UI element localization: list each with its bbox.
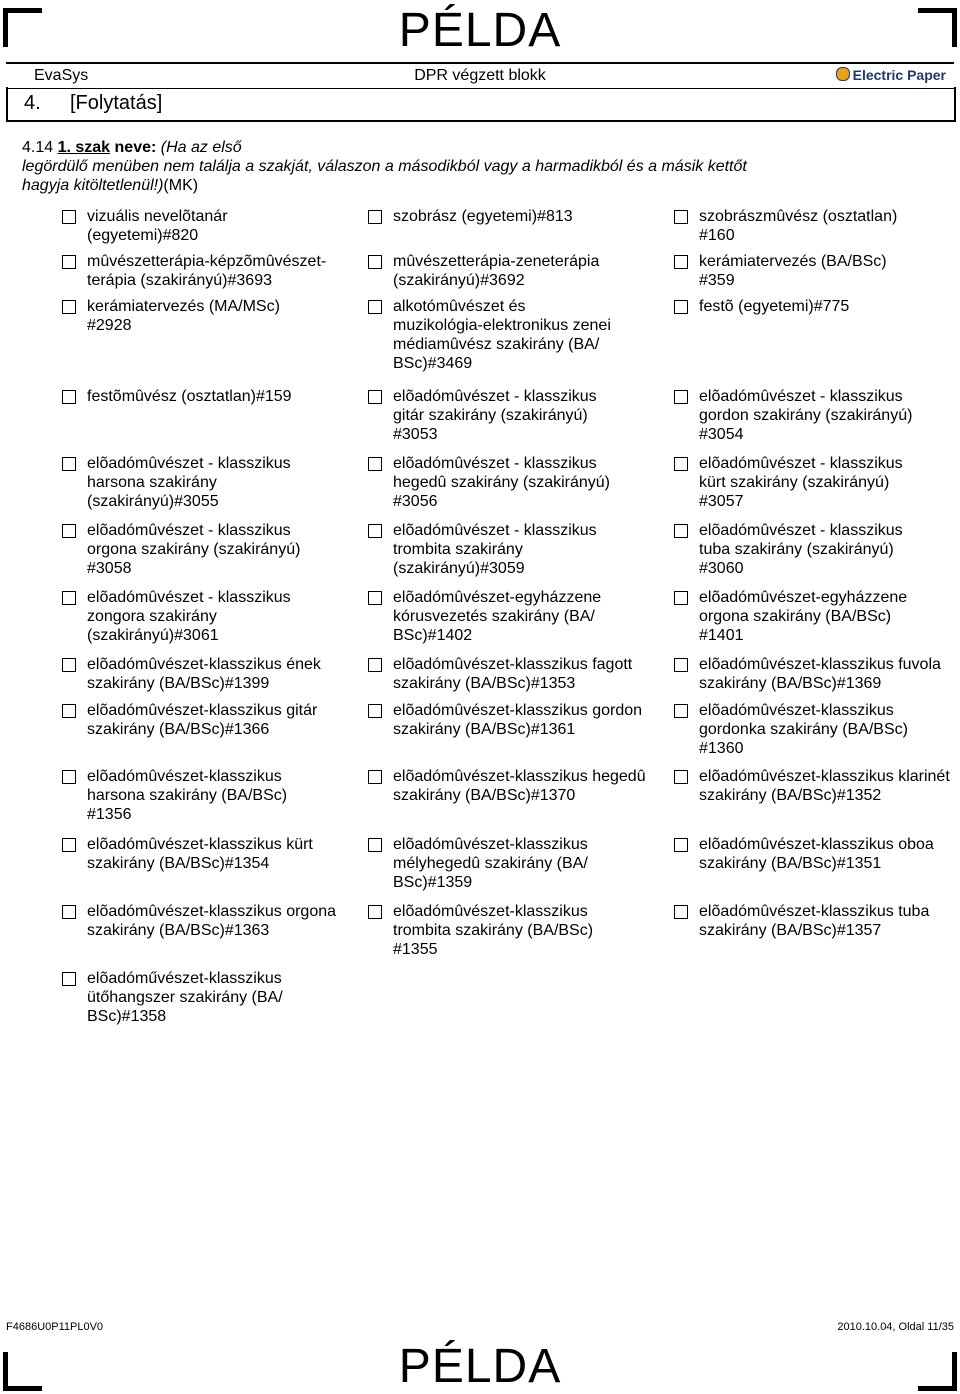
- option-label: [699, 252, 959, 290]
- option-checkbox[interactable]: [674, 838, 688, 852]
- option-checkbox[interactable]: [62, 838, 76, 852]
- brand-logo: [836, 67, 946, 83]
- option-label-line: BSc)#1358: [87, 1008, 167, 1025]
- option-label-line: (szakirányú)#3055: [87, 493, 219, 510]
- option-label-line: médiamûvész szakirány (BA/: [393, 336, 600, 353]
- option-checkbox[interactable]: [368, 524, 382, 538]
- option-label-line: #1360: [699, 740, 744, 757]
- option-checkbox[interactable]: [674, 390, 688, 404]
- option-label-line: elõadómûvészet-egyházzene: [699, 589, 908, 606]
- option-label-line: elõadómûvészet-klasszikus: [699, 702, 894, 719]
- option-label-line: kürt szakirány (szakirányú): [699, 474, 890, 491]
- option-item: [674, 521, 959, 578]
- option-label-line: #359: [699, 272, 735, 289]
- option-label-line: elõadómûvészet - klasszikus: [87, 522, 291, 539]
- option-label-line: elõadómûvészet-klasszikus oboa: [699, 836, 934, 853]
- option-label-line: #3053: [393, 426, 438, 443]
- option-label-line: mélyhegedû szakirány (BA/: [393, 855, 588, 872]
- option-item: [368, 454, 653, 511]
- option-checkbox[interactable]: [674, 255, 688, 269]
- app-name: EvaSys: [34, 67, 89, 84]
- option-label: [87, 655, 347, 693]
- option-label-line: elõadómûvészet-klasszikus: [393, 903, 588, 920]
- option-item: [368, 297, 653, 373]
- option-label-line: orgona szakirány (szakirányú): [87, 541, 301, 558]
- option-item: [62, 387, 347, 406]
- option-label: [87, 297, 347, 335]
- option-checkbox[interactable]: [674, 704, 688, 718]
- option-label-line: orgona szakirány (BA/BSc): [699, 608, 892, 625]
- option-label: [87, 588, 347, 645]
- option-item: [368, 387, 653, 444]
- option-item: [368, 207, 653, 226]
- option-checkbox[interactable]: [368, 255, 382, 269]
- option-checkbox[interactable]: [368, 658, 382, 672]
- option-checkbox[interactable]: [62, 255, 76, 269]
- option-item: [62, 588, 347, 645]
- option-label-line: szobrászmûvész (osztatlan): [699, 208, 898, 225]
- option-label-line: elõadómûvészet-klasszikus: [393, 836, 588, 853]
- date-page: 2010.10.04, Oldal 11/35: [837, 1321, 954, 1333]
- option-label: [393, 252, 653, 290]
- option-checkbox[interactable]: [62, 300, 76, 314]
- option-label-line: gitár szakirány (szakirányú): [393, 407, 588, 424]
- option-checkbox[interactable]: [674, 300, 688, 314]
- option-label-line: #1356: [87, 806, 132, 823]
- block-title: DPR végzett blokk: [414, 67, 546, 84]
- option-label-line: elõadómûvészet - klasszikus: [393, 388, 597, 405]
- option-label: [699, 902, 959, 940]
- option-label: [699, 521, 959, 578]
- option-label-line: elõadómûvészet-klasszikus fagott: [393, 656, 633, 673]
- option-label-line: szakirány (BA/BSc)#1399: [87, 675, 270, 692]
- option-item: [674, 588, 959, 645]
- option-label-line: #1355: [393, 941, 438, 958]
- option-label-line: BSc)#1402: [393, 627, 473, 644]
- option-checkbox[interactable]: [368, 838, 382, 852]
- option-label-line: szakirány (BA/BSc)#1354: [87, 855, 270, 872]
- option-label-line: szakirány (BA/BSc)#1352: [699, 787, 882, 804]
- question-number: 4.14: [22, 139, 54, 156]
- option-label-line: elõadómûvészet-klasszikus: [87, 768, 282, 785]
- option-item: [62, 655, 347, 693]
- option-item: [674, 902, 959, 940]
- option-label-line: elõadómûvészet-klasszikus gordon: [393, 702, 643, 719]
- question-text: [22, 138, 942, 195]
- option-label-line: (egyetemi)#820: [87, 227, 199, 244]
- option-label-line: harsona szakirány: [87, 474, 217, 491]
- option-checkbox[interactable]: [674, 591, 688, 605]
- section-header: [6, 87, 956, 122]
- option-label: [393, 207, 653, 226]
- option-label-line: elõadóművészet-klasszikus: [87, 970, 282, 987]
- option-label-line: elõadómûvészet - klasszikus: [699, 388, 903, 405]
- option-label: [393, 701, 653, 739]
- option-label: [87, 387, 347, 406]
- option-checkbox[interactable]: [62, 591, 76, 605]
- option-item: [674, 655, 959, 693]
- option-item: [674, 252, 959, 290]
- option-label-line: terápia (szakirányú)#3693: [87, 272, 272, 289]
- option-checkbox[interactable]: [674, 524, 688, 538]
- option-label-line: BSc)#3469: [393, 355, 473, 372]
- header-bar: [6, 62, 954, 89]
- option-label: [393, 521, 653, 578]
- option-label-line: vizuális nevelõtanár: [87, 208, 228, 225]
- option-label-line: hegedû szakirány (szakirányú): [393, 474, 610, 491]
- option-item: [62, 835, 347, 873]
- option-checkbox[interactable]: [62, 658, 76, 672]
- option-label-line: #3056: [393, 493, 438, 510]
- option-label: [699, 588, 959, 645]
- option-item: [674, 207, 959, 245]
- option-checkbox[interactable]: [62, 457, 76, 471]
- option-label-line: elõadómûvészet-klasszikus fuvola: [699, 656, 941, 673]
- option-label-line: elõadómûvészet-egyházzene: [393, 589, 602, 606]
- option-label-line: elõadómûvészet-klasszikus ének: [87, 656, 321, 673]
- option-label: [699, 655, 959, 693]
- option-label-line: elõadómûvészet-klasszikus gitár: [87, 702, 318, 719]
- option-label-line: elõadómûvészet-klasszikus hegedû: [393, 768, 646, 785]
- option-label: [87, 767, 347, 824]
- option-label-line: kerámiatervezés (MA/MSc): [87, 298, 280, 315]
- option-label-line: #3057: [699, 493, 744, 510]
- option-item: [674, 297, 959, 316]
- question-hint-3: hagyja kitöltetlenül!): [22, 177, 164, 194]
- option-label-line: BSc)#1359: [393, 874, 473, 891]
- option-label-line: mûvészetterápia-képzõmûvészet-: [87, 253, 327, 270]
- option-label: [699, 387, 959, 444]
- option-label-line: elõadómûvészet - klasszikus: [393, 455, 597, 472]
- option-label-line: szakirány (BA/BSc)#1361: [393, 721, 576, 738]
- question-hint-1: (Ha az első: [160, 139, 242, 156]
- option-checkbox[interactable]: [368, 770, 382, 784]
- option-label: [393, 655, 653, 693]
- option-checkbox[interactable]: [368, 591, 382, 605]
- option-item: [62, 767, 347, 824]
- option-label: [393, 767, 653, 805]
- option-label-line: #160: [699, 227, 735, 244]
- option-item: [674, 387, 959, 444]
- option-label-line: #3058: [87, 560, 132, 577]
- option-item: [674, 767, 959, 805]
- option-label-line: szakirány (BA/BSc)#1370: [393, 787, 576, 804]
- option-item: [62, 969, 347, 1026]
- watermark-bottom: PÉLDA: [398, 1340, 562, 1393]
- option-label-line: elõadómûvészet - klasszikus: [87, 455, 291, 472]
- option-label: [393, 454, 653, 511]
- option-item: [62, 454, 347, 511]
- option-label-line: szobrász (egyetemi)#813: [393, 208, 573, 225]
- option-item: [62, 902, 347, 940]
- option-label-line: zongora szakirány: [87, 608, 217, 625]
- question-hint-2: legördülő menüben nem találja a szakját, válaszon a másodikból vagy a harmadikból és a másik kettőt: [22, 158, 747, 175]
- option-item: [368, 902, 653, 959]
- option-checkbox[interactable]: [62, 390, 76, 404]
- option-item: [368, 701, 653, 739]
- option-label: [699, 454, 959, 511]
- option-label: [393, 835, 653, 892]
- option-label-line: trombita szakirány: [393, 541, 523, 558]
- option-label-line: elõadómûvészet-klasszikus tuba: [699, 903, 930, 920]
- option-checkbox[interactable]: [368, 390, 382, 404]
- option-label-line: kórusvezetés szakirány (BA/: [393, 608, 595, 625]
- option-label-line: gordonka szakirány (BA/BSc): [699, 721, 908, 738]
- option-checkbox[interactable]: [62, 210, 76, 224]
- option-label-line: mûvészetterápia-zeneterápia: [393, 253, 600, 270]
- option-label: [87, 969, 347, 1026]
- option-label-line: festõmûvész (osztatlan)#159: [87, 388, 292, 405]
- option-item: [62, 297, 347, 335]
- option-label-line: szakirány (BA/BSc)#1363: [87, 922, 270, 939]
- option-checkbox[interactable]: [368, 704, 382, 718]
- option-item: [368, 655, 653, 693]
- form-code: F4686U0P11PL0V0: [6, 1321, 104, 1333]
- option-checkbox[interactable]: [674, 770, 688, 784]
- option-checkbox[interactable]: [62, 972, 76, 986]
- option-item: [674, 454, 959, 511]
- option-label-line: elõadómûvészet-klasszikus klarinét: [699, 768, 950, 785]
- option-checkbox[interactable]: [62, 524, 76, 538]
- watermark-top: PÉLDA: [398, 4, 562, 57]
- option-label: [87, 902, 347, 940]
- section-number: 4.: [24, 92, 41, 114]
- option-label-line: trombita szakirány (BA/BSc): [393, 922, 594, 939]
- option-label: [87, 835, 347, 873]
- option-label-line: harsona szakirány (BA/BSc): [87, 787, 288, 804]
- option-label-line: ütőhangszer szakirány (BA/: [87, 989, 283, 1006]
- question-title-suffix: neve:: [110, 139, 157, 156]
- option-checkbox[interactable]: [368, 905, 382, 919]
- option-label: [87, 207, 347, 245]
- option-label-line: #2928: [87, 317, 132, 334]
- option-label-line: elõadómûvészet - klasszikus: [699, 522, 903, 539]
- option-item: [368, 588, 653, 645]
- brand-logo-text: Electric Paper: [852, 67, 946, 83]
- question-title: [58, 139, 157, 156]
- option-checkbox[interactable]: [62, 704, 76, 718]
- logo-icon: [836, 67, 850, 81]
- option-item: [62, 207, 347, 245]
- option-item: [62, 252, 347, 290]
- option-label: [393, 902, 653, 959]
- option-checkbox[interactable]: [62, 770, 76, 784]
- option-item: [368, 252, 653, 290]
- option-label-line: kerámiatervezés (BA/BSc): [699, 253, 887, 270]
- option-label-line: szakirány (BA/BSc)#1369: [699, 675, 882, 692]
- section-title: [Folytatás]: [70, 92, 163, 114]
- option-label-line: elõadómûvészet-klasszikus orgona: [87, 903, 337, 920]
- option-item: [62, 701, 347, 739]
- option-label-line: szakirány (BA/BSc)#1353: [393, 675, 576, 692]
- option-checkbox[interactable]: [674, 457, 688, 471]
- option-label-line: tuba szakirány (szakirányú): [699, 541, 894, 558]
- option-item: [674, 835, 959, 873]
- option-label-line: #1401: [699, 627, 744, 644]
- option-label: [699, 767, 959, 805]
- option-label-line: (szakirányú)#3061: [87, 627, 219, 644]
- option-label-line: szakirány (BA/BSc)#1366: [87, 721, 270, 738]
- option-checkbox[interactable]: [674, 658, 688, 672]
- option-item: [368, 767, 653, 805]
- option-label-line: elõadómûvészet - klasszikus: [393, 522, 597, 539]
- option-checkbox[interactable]: [62, 905, 76, 919]
- option-checkbox[interactable]: [368, 457, 382, 471]
- option-checkbox[interactable]: [368, 300, 382, 314]
- option-label-line: szakirány (BA/BSc)#1351: [699, 855, 882, 872]
- option-checkbox[interactable]: [674, 210, 688, 224]
- option-label-line: alkotómûvészet és: [393, 298, 526, 315]
- option-label-line: muzikológia-elektronikus zenei: [393, 317, 611, 334]
- option-label-line: (szakirányú)#3059: [393, 560, 525, 577]
- option-label: [393, 297, 653, 373]
- option-label-line: elõadómûvészet-klasszikus kürt: [87, 836, 313, 853]
- option-label-line: (szakirányú)#3692: [393, 272, 525, 289]
- option-label-line: festõ (egyetemi)#775: [699, 298, 850, 315]
- option-label: [87, 252, 347, 290]
- option-label: [87, 454, 347, 511]
- option-label: [699, 207, 959, 245]
- option-item: [368, 835, 653, 892]
- option-label: [87, 521, 347, 578]
- option-label-line: gordon szakirány (szakirányú): [699, 407, 913, 424]
- option-item: [674, 701, 959, 758]
- option-item: [62, 521, 347, 578]
- option-label: [393, 387, 653, 444]
- option-label-line: szakirány (BA/BSc)#1357: [699, 922, 882, 939]
- option-label-line: elõadómûvészet - klasszikus: [699, 455, 903, 472]
- option-label-line: #3060: [699, 560, 744, 577]
- option-label: [699, 701, 959, 758]
- option-checkbox[interactable]: [674, 905, 688, 919]
- option-label: [699, 835, 959, 873]
- option-label: [87, 701, 347, 739]
- question-title-prefix: 1. szak: [57, 139, 111, 156]
- option-label: [699, 297, 959, 316]
- question-tag: (MK): [163, 177, 199, 194]
- option-item: [368, 521, 653, 578]
- option-label-line: elõadómûvészet - klasszikus: [87, 589, 291, 606]
- option-label-line: #3054: [699, 426, 744, 443]
- option-checkbox[interactable]: [368, 210, 382, 224]
- option-label: [393, 588, 653, 645]
